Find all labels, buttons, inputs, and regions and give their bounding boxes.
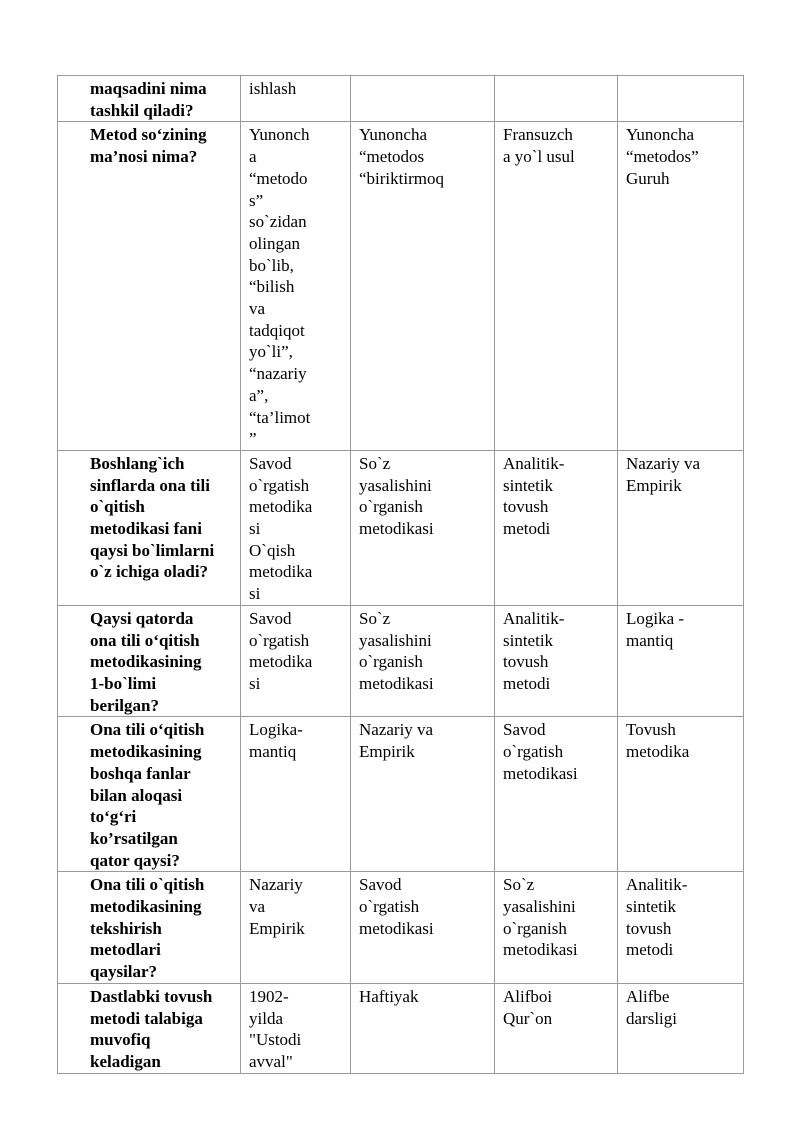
- answer-c-cell: So`z yasalishini o`rganish metodikasi: [495, 872, 618, 984]
- answer-d-cell: Yunoncha “metodos” Guruh: [618, 122, 744, 451]
- answer-b-cell: Haftiyak: [351, 983, 495, 1073]
- question-cell: Ona tili o‘qitish metodikasining boshqa fanlar bilan aloqasi to‘g‘ri ko’rsatilgan qator qaysi?: [58, 717, 241, 872]
- question-cell: maqsadini nima tashkil qiladi?: [58, 76, 241, 122]
- answer-b-cell: Yunoncha “metodos “biriktirmoq: [351, 122, 495, 451]
- answer-d-cell: Nazariy va Empirik: [618, 450, 744, 605]
- answer-c-cell: Savod o`rgatish metodikasi: [495, 717, 618, 872]
- answer-a-cell: Savod o`rgatish metodika si: [241, 605, 351, 717]
- table-row: [58, 122, 744, 451]
- answer-b-cell: Nazariy va Empirik: [351, 717, 495, 872]
- answer-d-cell: Logika - mantiq: [618, 605, 744, 717]
- answer-d-cell: Analitik- sintetik tovush metodi: [618, 872, 744, 984]
- table-row: [58, 872, 744, 984]
- answer-b-cell: Savod o`rgatish metodikasi: [351, 872, 495, 984]
- question-cell: Ona tili o`qitish metodikasining tekshirish metodlari qaysilar?: [58, 872, 241, 984]
- answer-a-cell: Yunonch a “metodo s” so`zidan olingan bo`lib, “bilish va tadqiqot yo`li”, “nazariy a”, “ta’limot ”: [241, 122, 351, 451]
- quiz-table: [57, 75, 744, 1074]
- answer-b-cell: [351, 76, 495, 122]
- table-row: [58, 605, 744, 717]
- answer-a-cell: ishlash: [241, 76, 351, 122]
- answer-c-cell: Alifboi Qur`on: [495, 983, 618, 1073]
- answer-d-cell: [618, 76, 744, 122]
- answer-a-cell: 1902- yilda "Ustodi avval": [241, 983, 351, 1073]
- answer-b-cell: So`z yasalishini o`rganish metodikasi: [351, 450, 495, 605]
- table-row: [58, 983, 744, 1073]
- table-row: [58, 450, 744, 605]
- answer-a-cell: Nazariy va Empirik: [241, 872, 351, 984]
- question-cell: Dastlabki tovush metodi talabiga muvofiq keladigan: [58, 983, 241, 1073]
- question-cell: Metod so‘zining ma’nosi nima?: [58, 122, 241, 451]
- answer-d-cell: Alifbe darsligi: [618, 983, 744, 1073]
- answer-a-cell: Savod o`rgatish metodika si O`qish metodika si: [241, 450, 351, 605]
- answer-c-cell: Fransuzch a yo`l usul: [495, 122, 618, 451]
- question-cell: Boshlang`ich sinflarda ona tili o`qitish metodikasi fani qaysi bo`limlarni o`z ichiga oladi?: [58, 450, 241, 605]
- answer-d-cell: Tovush metodika: [618, 717, 744, 872]
- table-row: [58, 717, 744, 872]
- table-row: [58, 76, 744, 122]
- question-cell: Qaysi qatorda ona tili o‘qitish metodikasining 1-bo`limi berilgan?: [58, 605, 241, 717]
- answer-b-cell: So`z yasalishini o`rganish metodikasi: [351, 605, 495, 717]
- answer-a-cell: Logika- mantiq: [241, 717, 351, 872]
- answer-c-cell: Analitik- sintetik tovush metodi: [495, 450, 618, 605]
- answer-c-cell: [495, 76, 618, 122]
- answer-c-cell: Analitik- sintetik tovush metodi: [495, 605, 618, 717]
